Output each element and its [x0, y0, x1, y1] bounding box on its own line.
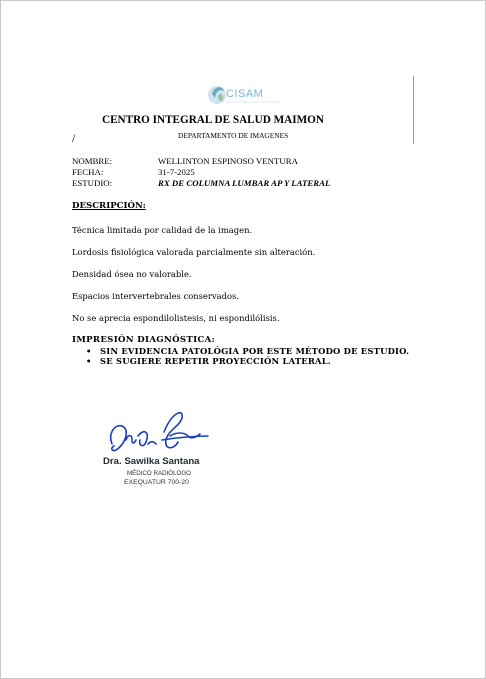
impression-list — [72, 346, 409, 366]
description-paragraph: Lordosis fisiológica valorada parcialmente sin alteración. — [72, 247, 316, 257]
study-row — [72, 178, 330, 189]
patient-name-row — [72, 156, 330, 167]
impression-item: • SE SUGIERE REPETIR PROYECCIÓN LATERAL. — [72, 356, 409, 366]
date-label: FECHA: — [72, 167, 104, 177]
doctor-exequatur: EXEQUATUR 700-20 — [124, 479, 189, 486]
study-label: ESTUDIO: — [72, 178, 113, 188]
description-paragraph: No se aprecia espondilolistesis, ni espondilólisis. — [72, 313, 280, 323]
organization-title: CENTRO INTEGRAL DE SALUD MAIMON — [102, 114, 324, 126]
name-label: NOMBRE: — [72, 156, 113, 166]
patient-info — [72, 156, 330, 189]
department-name: DEPARTAMENTO DE IMAGENES — [178, 131, 289, 140]
name-value: WELLINTON ESPINOSO VENTURA — [158, 156, 298, 166]
description-paragraph: Técnica limitada por calidad de la imagen. — [72, 225, 253, 235]
date-row — [72, 167, 330, 178]
doctor-role: MÉDICO RADIÓLOGO — [127, 470, 191, 477]
description-heading: DESCRIPCIÓN: — [72, 201, 146, 211]
impression-item: • SIN EVIDENCIA PATOLÓGIA POR ESTE MÉTODO DE ESTUDIO. — [72, 346, 409, 356]
logo-wordmark: CISAM — [226, 88, 264, 100]
margin-rule — [413, 76, 414, 144]
date-value: 31-7-2025 — [158, 167, 195, 177]
impression-heading: IMPRESIÓN DIAGNÓSTICA: — [72, 335, 215, 345]
slash-mark: / — [72, 131, 76, 145]
description-paragraph: Densidad ósea no valorable. — [72, 269, 192, 279]
doctor-name: Dra. Sawilka Santana — [103, 456, 200, 467]
description-paragraph: Espacios intervertebrales conservados. — [72, 291, 239, 301]
study-value: RX DE COLUMNA LUMBAR AP Y LATERAL — [158, 178, 331, 188]
handwritten-signature — [104, 406, 212, 458]
